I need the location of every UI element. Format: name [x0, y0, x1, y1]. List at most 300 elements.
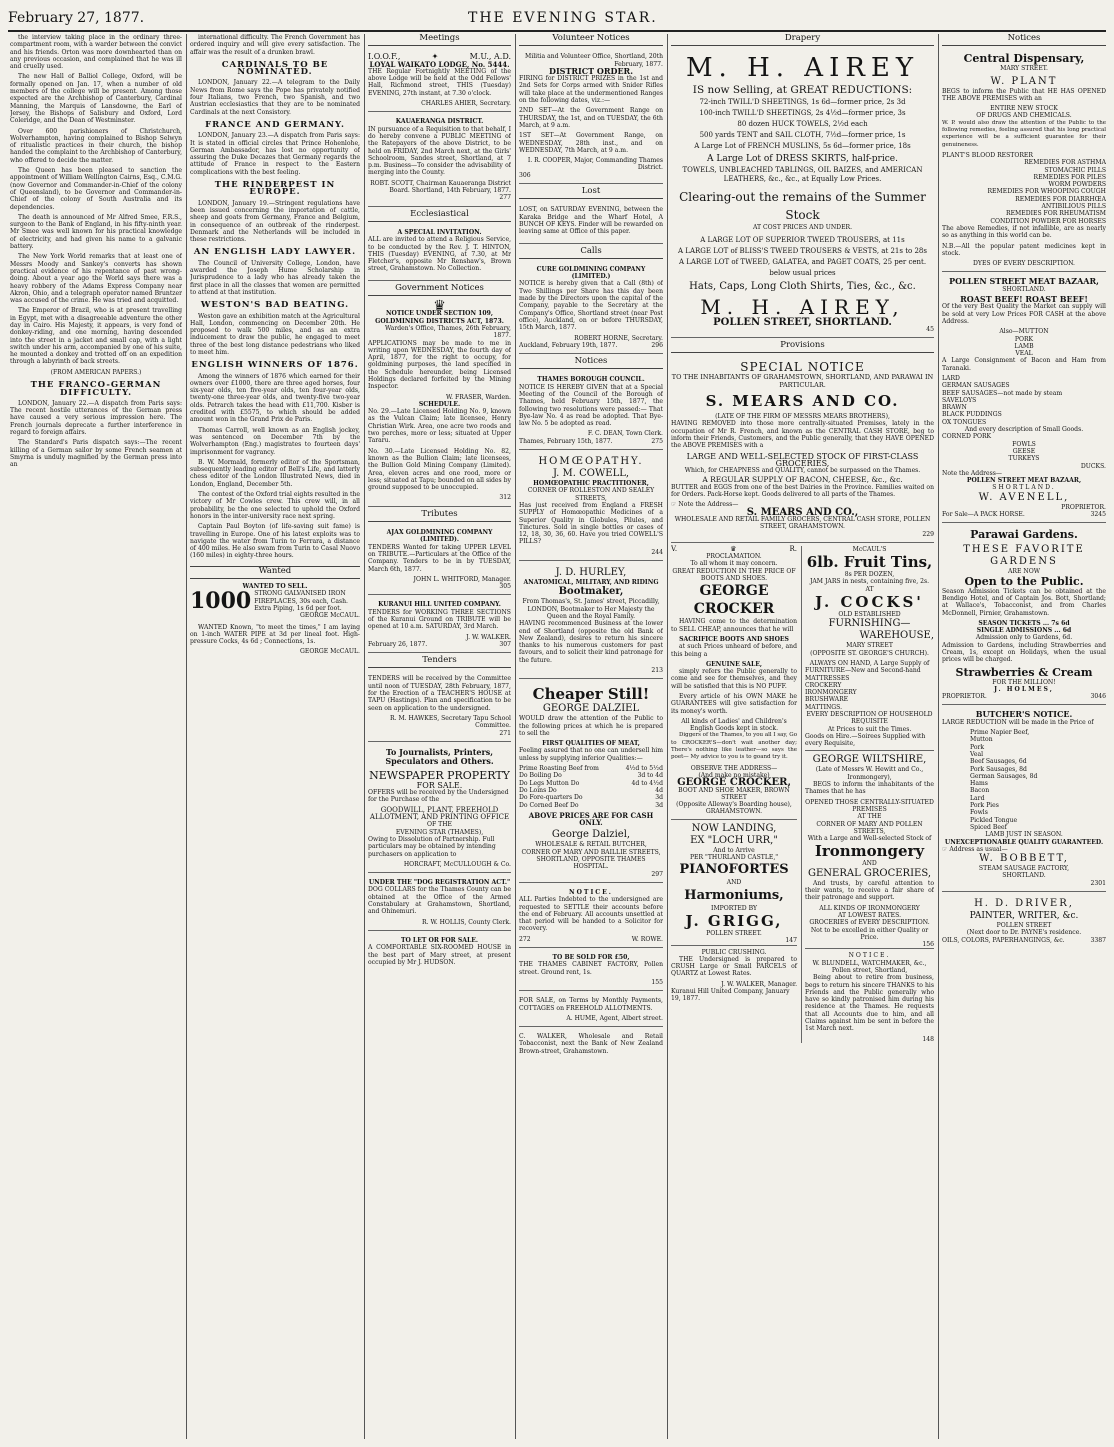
ad-number: 156: [922, 941, 934, 949]
let-title: TO LET OR FOR SALE.: [400, 936, 479, 944]
lodge-title: LOYAL WAIKATO LODGE, No. 5444.: [369, 59, 510, 69]
rowe-signature: W. ROWE.: [631, 935, 663, 943]
council-date: Thames, February 15th, 1877.: [519, 437, 613, 445]
ad-tenders: [368, 672, 511, 741]
invite-body: ALL are invited to attend a Religious Service, to be conducted by the Rev. J. T. HINTON, THIS (Tuesday) EVENING, at 7.30, at Mr Fletcher's, opposite Mr Renshaw's, Brown street, Grahamstown. No Collection.: [368, 236, 511, 273]
cure-signature: ROBERT HORNE, Secretary.: [574, 334, 663, 342]
council-body: NOTICE IS HEREBY GIVEN that at a Special Meeting of the Council of the Borough of Thames, held February 15th, 1877, the following two resolutions were passed:— That Bye-law No. 4 as read be adopted. That Bye-law No. 5 be adopted as read.: [519, 383, 663, 428]
meat-item: LARD: [942, 374, 960, 382]
address-note: ☞ Address as usual—: [942, 845, 1008, 853]
crocker-sacrifice: SACRIFICE BOOTS AND SHOES: [679, 635, 789, 643]
pointing-hand-icon: ☞: [942, 845, 948, 853]
ad-airey: [671, 50, 934, 338]
np-paper: EVENING STAR (THAMES),: [395, 828, 484, 836]
price-row: Do Corned Beef Do 3d: [519, 801, 663, 809]
ad-number: 3245: [1090, 511, 1106, 519]
column-notices-4: [519, 34, 663, 1439]
proclamation: PROCLAMATION.: [706, 553, 762, 561]
emblem-icon: ✦: [431, 52, 439, 62]
meat-item: SAVELOYS: [942, 396, 977, 404]
dalziel-body: WOULD draw the attention of the Public to the following prices at which he is prepared to sell the: [519, 715, 663, 737]
holmes-name: J. HOLMES,: [994, 685, 1054, 693]
np-title: NEWSPAPER PROPERTY: [369, 768, 510, 782]
article-para: The Emperor of Brazil, who is at present travelling in Egypt, met with a disagreeable adventure the other day in Cairo. His Majesty, it appears, is very fond of donkey-riding, and one morning, having descended into the street in a jacket and small cap, with a light switch under his arm, accompanied by one of his suite, he mounted a donkey and trotted off on an expedition through a labyrinth of back streets.: [10, 307, 182, 366]
ad-number: 306: [519, 171, 531, 179]
lodge-signature: CHARLES AHIER, Secretary.: [421, 100, 511, 108]
ironmongery: Ironmongery: [814, 842, 925, 861]
stock-item: MATTRESSES: [805, 674, 850, 682]
iof-label: I.O.O.F.,: [368, 52, 401, 62]
ajax-title: AJAX GOLDMINING COMPANY (LIMITED).: [386, 529, 493, 544]
article-para: Captain Paul Boyton (of life-saving suit fame) is travelling in Europe. One of his latest exploits was to navigate the water from Turin to Ferrara, a distance of 400 miles. He also swam from Turin to Casal Nuovo (160 miles) in eighty-three hours.: [190, 523, 360, 560]
mears-late: (LATE OF THE FIRM OF MESSRS MEARS BROTHERS),: [715, 413, 890, 421]
mears-butter: BUTTER and EGGS from one of the best Dairies in the Province. Families waited on for Orders. Pack-Horse kept. Goods delivered to all parts of the Thames.: [671, 483, 934, 499]
mears-special: SPECIAL NOTICE: [740, 360, 865, 375]
airey-clearing-sub: AT COST PRICES AND UNDER.: [752, 224, 853, 232]
wanted-title: WANTED TO SELL.: [242, 583, 308, 590]
dog-body: DOG COLLARS for the Thames County can be obtained at the Office of the Armed Constabulary at Grahamstown, Shortland, and Ohinemuri.: [368, 886, 511, 916]
forsale-signature: A. HUME, Agent, Albert street.: [566, 1014, 663, 1022]
airey-lot: A LARGE LOT of TWEED, GALATEA, and PAGET COATS, 25 per cent. below usual prices: [678, 257, 927, 277]
meat-item: Also—MUTTON: [999, 328, 1049, 336]
ad-lost: [519, 203, 663, 243]
article-heading: THE RINDERPEST IN EUROPE.: [214, 180, 336, 198]
np-body: OFFERS will be received by the Undersigned for the Purchase of the: [368, 789, 509, 804]
article-para: The Council of University College, London, have awarded the Joseph Hume Scholarship in Jurisprudence to a lady who has already taken the first place in all the classes that women are permitted to attend at that institution.: [190, 259, 360, 296]
section-tenders: Tenders: [368, 656, 511, 668]
wanted-number: 1000: [190, 588, 252, 615]
ad-newspaper-sale: [368, 745, 511, 873]
section-notices: Notices: [519, 357, 663, 369]
bobbett-name: W. BOBBETT,: [979, 853, 1069, 865]
price-row: Do Boiling Do 3d to 4d: [519, 772, 663, 780]
rowe-title: NOTICE.: [569, 888, 613, 896]
cure-date: Auckland, February 19th, 1877.: [519, 341, 618, 349]
article-heading: AN ENGLISH LADY LAWYER.: [193, 247, 357, 258]
article-para: LONDON, January 19.—Stringent regulations have been issued concerning the importation of cattle, sheep and goats from Germany, France and Belgium, in consequence of an outbreak of the rinderpest. Denmark and the Netherlands will be included in these restrictions.: [190, 199, 360, 244]
hurley-from: From Thomas's, St. James' street, Piccadilly, LONDON, Bootmaker to Her Majesty the Queen and the Royal Family.: [522, 598, 660, 620]
plant-name: W. PLANT: [990, 75, 1058, 87]
column-notices-3: [368, 34, 511, 1439]
article-para: The Queen has been pleased to sanction the appointment of William Wellington Cairns, Esq., C.M.G. (now Governor and Commander-in-Chief of the colony of Queensland), to be Governor and Commander-in-Chief of the colony of South Australia and its dependencies.: [10, 167, 182, 211]
column-news-2: [190, 34, 360, 1439]
airey-item: 500 yards TENT and SAIL CLOTH, 7½d—former price, 1s: [699, 131, 906, 140]
mu-label: M.U., A.D.: [469, 52, 511, 62]
price-row: Do Legs Mutton Do 4d to 4½d: [519, 779, 663, 787]
section-lost: Lost: [519, 187, 663, 199]
district-body: IN pursuance of a Requisition to that behalf, I do hereby convene a PUBLIC MEETING of the Ratepayers of the above District, to be held on FRIDAY, 2nd March next, at the Girls' Schoolroom, Sandes street, Shortland, at 7 p.m. Business—To consider the advisability of merging into the County.: [368, 125, 511, 177]
crocker-observe: OBSERVE THE ADDRESS—: [690, 764, 778, 772]
remedy-item: REMEDIES FOR PILES: [1033, 173, 1106, 181]
dalziel-name: GEORGE DALZIEL: [542, 703, 640, 715]
column-rule: [364, 34, 365, 1439]
cowell-body: Has just received from England a FRESH SUPPLY of Homœopathic Medicines of a Superior Quality in Globules, Pilules, and Tinctures. Sold in single bottles or cases of 12, 18, 30, 36, 60. Have you tried COWELL'S PILLS?: [519, 501, 663, 546]
ad-number: 307: [499, 640, 511, 648]
vol-body: FIRING for DISTRICT PRIZES in the 1st and 2nd Sets for Corps armed with Snider Rifles will take place at the undermentioned Ranges on the following dates, viz.:—: [519, 75, 663, 105]
section-volunteer: Volunteer Notices: [519, 34, 663, 46]
subcol-crocker: V. ♛ R. PROCLAMATION. To all whom it may concern. GREAT REDUCTION IN THE PRICE OF BOOTS AND SHOES. GEORGE CROCKER HAVING come to the determination to SELL CHEAP, announces that he will SACRIFICE BOOTS AND SHOES at such Prices unheard of before, and this being a GENUINE SALE, simply refers the Public generally to come and see for themselves, and they will be satisfied that this is NO PUFF. Every article of his OWN MAKE he GUARANTEES will give satisfaction for its money's worth. All kinds of Ladies' and Children's English Goods kept in stock. Diggers of the Thames, to you all I say, Go to CROCKER'S—don't wait another day; There's nothing like leather—so says the poet— My advice to you is to goand try it. OBSERVE THE ADDRESS— (And make no mistake) GEORGE CROCKER, BOOT AND SHOE MAKER, BROWN STREET (Opposite Alleway's Boarding house), GRAHAMSTOWN. NOW LANDING, EX "LOCH URR," And to Arrive PER "THURLAND CASTLE," PIANOFORTES AND Harmoniums, IMPORTED BY J. GRIGG, POLLEN STREET. 147 PUBLIC CRUSHING. THE Undersigned is prepared to CRUSH Large or Small PARCELS of QUARTZ at Lowest Rates. J. W. WALKER, Manager. Kuranui Hill United Company, January 19, 1877.: [671, 544, 798, 1003]
vol-set: 1ST SET—At Government Range, on WEDNESDAY, 28th inst., and on WEDNESDAY, 7th March, at 9 a.m.: [519, 132, 663, 154]
dalziel2-address: CORNER OF MARY AND BAILLIE STREETS, SHORTLAND, OPPOSITE THAMES HOSPITAL.: [521, 848, 661, 871]
dalziel-quality: FIRST QUALITIES OF MEAT,: [542, 740, 640, 748]
ad-district: [368, 115, 511, 206]
np-signature: HORCRAFT, McCULLOUGH & Co.: [403, 860, 511, 868]
ad-ajax: [368, 526, 511, 595]
np-body2: Owing to Dissolution of Partnership. Full particulars may be obtained by intending purchasers on application to: [368, 835, 496, 858]
ad-number: 3387: [1090, 936, 1106, 944]
crocker-body2: at such Prices unheard of before, and this being a: [671, 643, 798, 658]
column-rule: [515, 34, 516, 1439]
cowell-title: HOMŒOPATHIC PRACTITIONER,: [533, 480, 649, 488]
ad-butcher: BUTCHER'S NOTICE. LARGE REDUCTION will be made in the Price of Prime Napier Beef, Mutton Pork Veal Beef Sausages, 6d Pork Sausages, 8d German Sausages, 8d Hams Bacon Lard Pork Pies Fowls Pickled Tongue Spiced Beef LAMB JUST IN SEASON. UNEXCEPTIONABLE QUALITY GUARANTEED. ☞ Address as usual— W. BOBBETT, STEAM SAUSAGE FACTORY, SHORTLAND. 2301: [942, 708, 1106, 892]
section-wanted: Wanted: [190, 566, 360, 579]
ad-hurley: [519, 564, 663, 679]
remedy-item: REMEDIES FOR RHEUMATISM: [1005, 210, 1106, 218]
ad-council: [519, 373, 663, 450]
kuranui-title: KURANUI HILL UNITED COMPANY.: [378, 601, 501, 609]
concern: To all whom it may concern.: [690, 560, 778, 568]
masthead: [8, 8, 1106, 32]
article-para: Thomas Carroll, well known as an English jockey, was sentenced on December 7th by the Wolverhampton (Eng.) magistrates to fourteen days' imprisonment for vagrancy.: [190, 426, 360, 456]
ad-invitation: [368, 226, 511, 281]
remedy-item: PLANT'S BLOOD RESTORER: [942, 151, 1033, 159]
section-tributes: Tributes: [368, 510, 511, 522]
remedy-item: REMEDIES FOR DIARRHŒA: [1015, 195, 1106, 203]
np-forsale: FOR SALE.: [416, 780, 463, 790]
ad-dalziel: [519, 682, 663, 883]
column-drapery: [671, 34, 934, 1439]
dog-title: UNDER THE "DOG REGISTRATION ACT.": [368, 879, 511, 887]
crocker-address: (Opposite Alleway's Boarding house), GRAHAMSTOWN.: [676, 801, 792, 816]
district-title: KAUAERANGA DISTRICT.: [395, 118, 484, 126]
subcol-cocks: McCAUL'S 6lb. Fruit Tins, 8s PER DOZEN, JAM JARS in nests, containing five, 2s. AT J. COCKS' OLD ESTABLISHED FURNISHING— WAREHOUSE, MARY STREET (OPPOSITE ST. GEORGE'S CHURCH). ALWAYS ON HAND, A Large Supply of FURNITURE—New and Second-hand MATTRESSES CROCKERY IRONMONGERY BRUSHWARE MATTINGS. EVERY DESCRIPTION OF HOUSEHOLD REQUISITE At Prices to suit the Times. Goods on Hire.—Soirees Supplied with every Requisite, GEORGE WILTSHIRE, (Late of Messrs W. Hewitt and Co., Ironmongery), BEGS to inform the inhabitants of the Thames that he has OPENED THOSE CENTRALLY-SITUATED PREMISES AT THE CORNER OF MARY AND POLLEN STREETS, With a Large and Well-selected Stock of Ironmongery AND GENERAL GROCERIES, And trusts, by careful attention to their wants, to receive a fair share of their patronage and support. ALL KINDS OF IRONMONGERY AT LOWEST RATES. GROCERIES of EVERY DESCRIPTION. Not to be excelled in either Quality or Price. 156 NOTICE. W. BLUNDELL, WATCHMAKER, &c., Pollen street, Shortland, Being about to retire from business, begs to return his sincere THANKS to his Friends and the Public generally who have so kindly patronised him during his residence at the Thames. He requests that all Accounts due to him, and all Claims against him be sent in before the 1st March next. 148: [801, 546, 934, 1043]
mears-body: HAVING REMOVED into those more centrally-situated Premises, lately in the occupation of Mr R. French, and known as the CENTRAL CASH STORE, beg to inform their Friends, Customers, and the Public generally, that they HAVE OPENED the ABOVE PREMISES with a: [671, 420, 934, 450]
tenders-body: TENDERS will be received by the Committee until noon of TUESDAY, 28th February, 1877, for the Erection of a TEACHER'S HOUSE at TAPU (Hastings). Plan and specification to be seen on application to the undersigned.: [368, 675, 511, 712]
ad-kuranui: [368, 598, 511, 653]
ad-homeopathy: [519, 453, 663, 561]
airey-lot: A LARGE LOT OF SUPERIOR TWEED TROUSERS, at 11s: [700, 235, 905, 244]
ad-crushing: PUBLIC CRUSHING. THE Undersigned is prepared to CRUSH Large or Small PARCELS of QUARTZ at Lowest Rates. J. W. WALKER, Manager. Kuranui Hill United Company, January 19, 1877.: [671, 945, 797, 1003]
article-para: Over 600 parishioners of Christchurch, Wolverhampton, having complained to Bishop Selwyn of ritualistic practices in their church, the bishop handed the complaint to the Archbishop of Canterbury, who offered to decide the matter.: [10, 127, 182, 164]
ad-let: [368, 934, 511, 973]
section-ecclesiastical: Ecclesiastical: [368, 210, 511, 222]
cowell-name: J. M. COWELL,: [552, 468, 630, 480]
ad-number: 275: [651, 437, 663, 445]
mears-note: ☞ Note the Address—: [671, 501, 739, 509]
mears-stock: LARGE AND WELL-SELECTED STOCK OF FIRST-CLASS GROCERIES,: [686, 451, 919, 468]
column-rule: [667, 34, 668, 1439]
ad-number: 155: [651, 978, 663, 986]
article-para: LONDON, January 23.—A dispatch from Paris says: It is stated in official circles that Prince Hohenlohe, German Ambassador, has lost no opportunity of assuring the Duke Decazes that Germany regards the attitude of France in respect to the Eastern complications with the best feeling.: [190, 132, 360, 176]
vol-order: DISTRICT ORDER.: [549, 65, 633, 76]
hurley-title: ANATOMICAL, MILITARY, AND RIDING: [523, 579, 659, 587]
cheaper-title: Cheaper Still!: [532, 685, 650, 704]
ad-number: 272: [519, 935, 531, 943]
kuranui-signature: J. W. WALKER.: [466, 633, 511, 641]
meat-item: VEAL: [1015, 350, 1033, 358]
remedy-item: STOMACHIC PILLS: [1044, 166, 1106, 174]
crocker-body3: simply refers the Public generally to come and see for themselves, and they will be satisfied that this is NO PUFF.: [671, 668, 798, 690]
ad-number: 305: [499, 583, 511, 591]
column-rule: [938, 34, 939, 1439]
column-news-1: [10, 34, 182, 1439]
article-para: The death is announced of Mr Alfred Smee, F.R.S., surgeon to the Bank of England, in his fifty-ninth year. Mr Smee was well known for his practical knowledge of electricity, and had given his name to a galvanic battery.: [10, 213, 182, 251]
pointing-hand-icon: ☞: [671, 501, 677, 509]
vol-subtitle: Militia and Volunteer Office, Shortland, 20th February, 1877.: [525, 53, 663, 68]
stock-item: CROCKERY: [805, 681, 842, 689]
council-title: THAMES BOROUGH COUNCIL.: [537, 376, 645, 384]
ad-number: 213: [651, 667, 663, 674]
district-signature: ROBT. SCOTT, Chairman Kauaeranga District Board. Shortland, 14th February, 1877.: [370, 179, 511, 195]
ad-parawai: Parawai Gardens. THESE FAVORITE GARDENS ARE NOW Open to the Public. Season Admission Tickets can be obtained at the Bendigo Hotel, and of Captain Jos. Bott, Shortland; at Wallace's, Tobacconist, and from Charles McDonnell, Pirnier, Grahamstown. SEASON TICKETS ... 7s 6d SINGLE ADMISSIONS ... 6d Admission only to Gardens, 6d. Admission to Gardens, including Strawberries and Cream, 1s, except on Holidays, when the usual prices will be charged. Strawberries & Cream FOR THE MILLION! J. HOLMES, PROPRIETOR. 3046: [942, 526, 1106, 705]
fruit-tins: 6lb. Fruit Tins,: [806, 553, 933, 572]
cure-body: NOTICE is hereby given that a Call (8th) of Two Shillings per Share has this day been made by the Directors upon the capital of the Company, payable to the Secretary at the Company's Office, Shortland street (near Post office), Auckland, on or before THURSDAY, 15th March, 1877.: [519, 280, 663, 332]
airey-skirts: A Large Lot of DRESS SKIRTS, half-price.: [707, 154, 898, 165]
np-of: OF THE: [427, 821, 452, 829]
dalziel2-title: WHOLESALE & RETAIL BUTCHER,: [535, 841, 647, 849]
cash-only: ABOVE PRICES ARE FOR CASH ONLY.: [528, 810, 654, 828]
crocker-genuine: GENUINE SALE,: [705, 660, 763, 668]
article-para: B. W. Mormald, formerly editor of the Sportsman, subsequently leading editor of Bell's Life, and latterly chess editor of the London Illustrated News, died in London, England, December 5th.: [190, 458, 360, 488]
dalziel2-name: George Dalziel,: [551, 829, 631, 841]
walker-body: C. WALKER, Wholesale and Retail Tobacconist, next the Bank of New Zealand Brown-street, Grahamstown.: [519, 1033, 663, 1055]
meat-item: OX TONGUES: [942, 418, 987, 426]
price-row: Prime Roasting Beef from 4½d to 5½d: [519, 765, 663, 773]
section-drapery: Drapery: [671, 34, 934, 46]
ad-dog: [368, 876, 511, 931]
section-provisions: Provisions: [671, 341, 934, 353]
masthead-date: February 27, 1877.: [8, 10, 145, 26]
ad-number: 296: [651, 341, 663, 349]
meat-item: BEEF SAUSAGES—not made by steam: [942, 389, 1063, 397]
remedy-item: ANTIBILIOUS PILLS: [1041, 203, 1106, 211]
airey-item: 80 dozen HUCK TOWELS, 2½d each: [737, 120, 868, 129]
meat-item: GERMAN SAUSAGES: [942, 382, 1010, 390]
crocker-nomistake: (And make no mistake): [698, 771, 770, 779]
article-para: The contest of the Oxford trial eights resulted in the victory of Mr Cowles crew. This crew will, in all probability, be the one selected to uphold the Oxford honors in the inter-university race next spring.: [190, 491, 360, 520]
wanted-ad: WANTED Known, "to meet the times," I am laying on 1-inch WATER PIPE at 3d per lineal foot. High-pressure Cocks, 4s 6d ; Connections, 1s.: [190, 623, 360, 646]
airey-lot: A LARGE LOT of BLISS'S TWEED TROUSERS & VESTS, at 21s to 28s: [678, 246, 927, 255]
airey-item: 72-inch TWILL'D SHEETINGS, 1s 6d—former price, 2s 3d: [699, 98, 906, 107]
article-para: the interview taking place in the ordinary three-compartment room, with a warder between the convict and his friends. Orton was more downhearted than on any previous occasion, and complained that he was ill and cruelly used.: [10, 34, 182, 71]
section-calls: Calls: [519, 247, 663, 259]
airey-selling: IS now Selling, at GREAT REDUCTIONS:: [692, 84, 913, 97]
cure-title: CURE GOLDMINING COMPANY (LIMITED.): [536, 265, 646, 281]
ad-government-notice: [368, 300, 511, 507]
wanted-body: STRONG GALVANISED IRON FIREPLACES, 30s each, Cash. Extra Piping, 1s 6d per foot.: [254, 590, 348, 612]
ad-volunteer: [519, 50, 663, 184]
butcher-title: BUTCHER'S NOTICE.: [975, 709, 1073, 720]
mears-name2: S. MEARS AND CO.,: [746, 506, 859, 518]
homeo-title: HOMŒOPATHY.: [538, 456, 644, 468]
ad-number: 3046: [1090, 693, 1106, 701]
crocker-kinds: All kinds of Ladies' and Children's English Goods kept in stock.: [681, 717, 787, 733]
ad-grigg: NOW LANDING, EX "LOCH URR," And to Arrive PER "THURLAND CASTLE," PIANOFORTES AND Harmoniums, IMPORTED BY J. GRIGG, POLLEN STREET. 147: [671, 819, 797, 945]
gov-signature: W. FRASER, Warden.: [445, 393, 511, 401]
avenell-name: W. AVENELL,: [978, 491, 1070, 503]
ad-driver: H. D. DRIVER, PAINTER, WRITER, &c. POLLEN STREET (Next door to Dr. PAYNE's residence. OILS, COLORS, PAPERHANGINGS, &c. 3387: [942, 898, 1106, 944]
airey-name2: M. H. AIREY,: [700, 294, 905, 319]
stock-item: IRONMONGERY: [805, 689, 857, 697]
parawai-open: Open to the Public.: [964, 574, 1084, 588]
crest-icon: ♛: [730, 544, 737, 553]
masthead-title: THE EVENING STAR.: [468, 10, 658, 26]
mears-name: S. MEARS AND CO.: [705, 392, 900, 411]
bazaar-title: POLLEN STREET MEAT BAZAAR,: [949, 276, 1099, 287]
section-notices: Notices: [942, 34, 1106, 46]
dog-signature: R. W. HOLLIS, County Clerk.: [422, 918, 511, 926]
grigg-pianos: PIANOFORTES: [679, 862, 789, 878]
gov-title: NOTICE UNDER SECTION 109, GOLDMINING DISTRICTS ACT, 1873.: [375, 310, 504, 325]
ad-number: 277: [499, 194, 511, 202]
remedy-item: REMEDIES FOR ASTHMA: [1024, 159, 1106, 167]
airey-hats: Hats, Caps, Long Cloth Shirts, Ties, &c., &c.: [689, 280, 916, 292]
airey-item: A Large Lot of FRENCH MUSLINS, 5s 6d—former price, 18s: [694, 142, 911, 151]
section-label: (FROM AMERICAN PAPERS.): [50, 368, 142, 376]
strawberries-title: Strawberries & Cream: [955, 665, 1093, 679]
wanted-signature: GEORGE McCAUL.: [300, 648, 360, 656]
council-signature: F. C. DEAN, Town Clerk.: [587, 430, 663, 438]
remedy-item: CONDITION POWDER FOR HORSES: [990, 217, 1106, 225]
mears-special-sub: TO THE INHABITANTS OF GRAHAMSTOWN, SHORTLAND, AND PARAWAI IN PARTICULAR.: [671, 373, 934, 389]
article-heading: CARDINALS TO BE NOMINATED.: [221, 59, 329, 78]
butcher-items: Prime Napier Beef, Mutton Pork Veal Beef Sausages, 6d Pork Sausages, 8d German Sausages, 8d Hams Bacon Lard Pork Pies Fowls Pickled Tongue Spiced Beef: [970, 729, 1038, 831]
dispensary-title: Central Dispensary,: [963, 52, 1085, 66]
meat-item: PORK: [1014, 335, 1034, 343]
mears-which: Which, for CHEAPNESS and QUALITY, cannot be surpassed on the Thames.: [684, 467, 921, 475]
stock-item: BRUSHWARE: [805, 696, 849, 704]
ad-number: 147: [785, 937, 798, 945]
parawai-title: Parawai Gardens.: [970, 528, 1078, 542]
airey-name: M. H. AIREY: [685, 53, 920, 84]
schedule-title: SCHEDULE.: [418, 400, 461, 408]
hurley-body: HAVING recommenced Business at the lower end of Shortland (opposite the old Bank of New Zealand), desires to return his sincere thanks to his numerous customers for past favours, and to solicit their kind patronage for the future.: [519, 620, 663, 664]
driver-name: H. D. DRIVER,: [974, 898, 1074, 910]
article-heading: THE FRANCO-GERMAN DIFFICULTY.: [30, 380, 162, 398]
schedule-item: No. 30.—Late Licensed Holding No. 82, known as the Bullion Claim; late licensees, the Bullion Gold Mining Company (Limited). Area, eleven acres and one rood, more or less; situated at Tapu; bounded on all sides by ground supposed to be unoccupied.: [368, 447, 511, 492]
hurley-name: J. D. HURLEY,: [555, 567, 627, 579]
ad-rowe: [519, 886, 663, 948]
ad-number: 229: [922, 530, 934, 538]
cocks-name: J. COCKS': [815, 593, 924, 612]
ajax-body: TENDERS Wanted for taking UPPER LEVEL on TRIBUTE.—Particulars at the Office of the Company. Tenders to be in by TUESDAY, March 6th, 1877.: [368, 543, 511, 573]
section-government: Government Notices: [368, 284, 511, 296]
lodge-body: THE Regular Fortnightly MEETING of the above Lodge will be held at the Odd Fellows' Hall, Richmond street, THIS (Tuesday) EVENING, 27th instant, at 7.30 o'clock.: [368, 67, 511, 97]
kuranui-date: February 26, 1877.: [368, 640, 428, 648]
mears-regular: A REGULAR SUPPLY OF BACON, CHEESE, &c., &c.: [702, 475, 903, 485]
article-para: LONDON, January 22.—A telegram to the Daily News from Rome says the Pope has privately notified four Italians, two French, two Spanish, and two Austrian ecclesiastics that they are to be nominated Cardinals at the next Consistory.: [190, 79, 360, 116]
article-para: The New York World remarks that at least one of Messrs Moody and Sankey's converts has shown practical evidence of his repentance of past wrong-doing. About a year ago the World says there was a heavy robbery of the Adams Express Company near Akron, Ohio, and a telegraph operator named Bruntzer was accused of the crime. He was tried and acquitted.: [10, 253, 182, 305]
meat-item: BRAWN: [942, 404, 967, 412]
airey-address: POLLEN STREET, SHORTLAND.: [713, 316, 892, 328]
price-row: Do Loins Do 4d: [519, 786, 663, 794]
ad-number: 2301: [1090, 879, 1106, 887]
gov-body: APPLICATIONS may be made to me in writing upon WEDNESDAY, the fourth day of April, 1877, for the right to occupy, for goldmining purposes, the land specified in the Schedule hereunder, being Licensed Holdings declared forfeited by the Mining Inspector.: [368, 339, 511, 391]
ad-number: 297: [651, 870, 663, 878]
ad-lodge: [368, 50, 511, 112]
crocker-trade: BOOT AND SHOE MAKER, BROWN STREET: [678, 786, 790, 801]
kuranui-body: TENDERS for WORKING THREE SECTIONS of the Kuranui Ground on TRIBUTE will be opened at 10 a.m. SATURDAY, 3rd March.: [368, 608, 511, 631]
ad-walker: [519, 1030, 663, 1062]
article-heading: WESTON'S BAD BEATING.: [200, 300, 350, 311]
article-heading: ENGLISH WINNERS OF 1876.: [191, 360, 359, 371]
crocker-name: GEORGE CROCKER: [693, 583, 775, 618]
ad-number: 271: [499, 729, 511, 737]
reduction: GREAT REDUCTION IN THE PRICE OF BOOTS AND SHOES.: [672, 567, 796, 583]
sold-body: THE THAMES CABINET FACTORY, Pollen street. Ground rent, 1s.: [519, 961, 663, 976]
remedy-item: REMEDIES FOR WHOOPING COUGH: [987, 188, 1106, 196]
crocker-body4: Every article of his OWN MAKE he GUARANTEES will give satisfaction for its money's worth.: [671, 692, 798, 715]
ad-dispensary: Central Dispensary, MARY STREET. W. PLANT BEGS to inform the Public that HE HAS OPENED THE ABOVE PREMISES with an ENTIRE NEW STOCK OF DRUGS AND CHEMICALS. W. P. would also draw the attention of the Public to the following remedies, feeling assured that his long practical experience will be a sufficient guarantee for their genuineness. PLANT'S BLOOD RESTORER REMEDIES FOR ASTHMA STOMACHIC PILLS REMEDIES FOR PILES WORM POWDERS REMEDIES FOR WHOOPING COUGH REMEDIES FOR DIARRHŒA ANTIBILIOUS PILLS REMEDIES FOR RHEUMATISM CONDITION POWDER FOR HORSES The above Remedies, if not infallible, are as nearly so as anything in this world can be. N.B.—All the popular patent medicines kept in stock. DYES OF EVERY DESCRIPTION.: [942, 50, 1106, 272]
crocker-name2: GEORGE CROCKER,: [677, 777, 791, 789]
mears-address: WHOLESALE AND RETAIL FAMILY GROCERS, CENTRAL CASH STORE, POLLEN STREET, GRAHAMSTOWN.: [674, 515, 931, 531]
ad-mears: [671, 357, 934, 542]
ad-wiltshire: GEORGE WILTSHIRE, (Late of Messrs W. Hewitt and Co., Ironmongery), BEGS to inform the inhabitants of the Thames that he has OPENED THOSE CENTRALLY-SITUATED PREMISES AT THE CORNER OF MARY AND POLLEN STREETS, With a Large and Well-selected Stock of Ironmongery AND GENERAL GROCERIES, And trusts, by careful attention to their wants, to receive a fair share of their patronage and support. ALL KINDS OF IRONMONGERY AT LOWEST RATES. GROCERIES of EVERY DESCRIPTION. Not to be excelled in either Quality or Price. 156: [805, 750, 934, 948]
remedy-item: WORM POWDERS: [1048, 181, 1106, 189]
column-rule: [186, 34, 187, 1439]
let-body: A COMFORTABLE SIX-ROOMED HOUSE in the best part of Mary street, at present occupied by Mr J. HUDSON.: [368, 944, 511, 966]
ajax-signature: JOHN L. WHITFORD, Manager.: [413, 575, 511, 583]
article-heading: FRANCE AND GERMANY.: [205, 119, 345, 130]
meat-item: BLACK PUDDINGS: [942, 411, 1002, 419]
article-para: Weston gave an exhibition match at the Agricultural Hall, London, commencing on December 20th. He proposed to walk 500 miles, and as an extra inducement to draw the public, he engaged to meet three of the best long distance pedestrians who liked to meet him.: [190, 312, 360, 356]
ad-number: 45: [926, 325, 934, 333]
crocker-poem: Diggers of the Thames, to you all I say, Go to CROCKER'S—don't wait another day; There's nothing like leather—so says the poet— My advice to you is to goand try it.: [671, 732, 798, 761]
meat-item: LAMB: [1014, 342, 1034, 350]
dalziel-body2: Feeling assured that no one can undersell him unless by supplying inferior Qualities:—: [519, 747, 663, 762]
airey-clearing: Clearing-out the remains of the Summer Stock: [679, 190, 926, 223]
np-heading: To Journalists, Printers, Speculators and Others.: [385, 746, 494, 766]
airey-item: 100-inch TWILL'D SHEETINGS, 2s 4½d—former price, 3s: [699, 109, 906, 118]
ad-blundell: NOTICE. W. BLUNDELL, WATCHMAKER, &c., Pollen street, Shortland, Being about to retire from business, begs to return his sincere THANKS to his Friends and the Public generally who have so kindly patronised him during his residence at the Thames. He requests that all Accounts due to him, and all Claims against him be sent in before the 1st March next. 148: [805, 948, 934, 1043]
article-para: international difficulty. The French Government has ordered inquiry and will give every satisfaction. The affair was the result of a drunken brawl.: [190, 34, 360, 56]
vol-signature: I. R. COOPER, Major, Commanding Thames District.: [527, 157, 663, 172]
invite-title: A SPECIAL INVITATION.: [397, 228, 482, 236]
article-para: Among the winners of 1876 which earned for their owners over £1000, there are three aged horses, four six-year olds, ten five-year olds, ten four-year olds, twenty-one three-year olds, and twenty-five two-year olds. Petrarch takes the head with £11,700. Kisber is credited with £5575, to which should be added amount won in the Grand Prix de Paris.: [190, 372, 360, 424]
ad-cabinet: [519, 951, 663, 991]
lost-body: LOST, on SATURDAY EVENING, between the Karaka Bridge and the Wharf Hotel, A BUNCH OF KEYS. Finder will be rewarded on leaving same at Office of this paper.: [519, 206, 663, 236]
airey-towels: TOWELS, UNBLEACHED TABLINGS, OIL BAIZES, and AMERICAN LEATHERS, &c., &c., at Equally Low Prices.: [682, 166, 923, 184]
sold-title: TO BE SOLD FOR £50,: [552, 954, 630, 962]
schedule-item: No. 29.—Late Licensed Holding No. 9, known as the Vulcan Claim; late licensee, Henry Christian Wirk. Area, one acre two roods and two perches, more or less; situated at Upper Tararu.: [368, 408, 511, 445]
ad-meat-bazaar: POLLEN STREET MEAT BAZAAR, SHORTLAND. ROAST BEEF! ROAST BEEF! Of the very Best Quality the Market can supply will be sold at very Low Prices FOR CASH at the above Address. Also—MUTTON PORK LAMB VEAL A Large Consignment of Bacon and Ham from Taranaki. LARD GERMAN SAUSAGES BEEF SAUSAGES—not made by steam SAVELOYS BRAWN BLACK PUDDINGS OX TONGUES And every description of Small Goods. CORNED PORK FOWLS GEESE TURKEYS DUCKS. Note the Address— POLLEN STREET MEAT BAZAAR, SHORTLAND. W. AVENELL, PROPRIETOR. For Sale—A PACK HORSE. 3245: [942, 275, 1106, 523]
grigg-name: J. GRIGG,: [685, 911, 783, 930]
ad-cure: [519, 263, 663, 354]
article-para: LONDON, January 22.—A dispatch from Paris says: The recent hostile utterances of the German press have caused a very serious impression here. The French journals deprecate a further interference in regard to foreign affairs.: [10, 399, 182, 437]
wanted-signature: GEORGE McCAUL.: [300, 612, 360, 620]
column-notices-6: [942, 34, 1106, 1439]
ad-number: 312: [499, 494, 511, 502]
crest-icon: ♛: [433, 298, 446, 315]
wiltshire-name: GEORGE WILTSHIRE,: [812, 754, 927, 766]
ad-number: 244: [651, 548, 663, 556]
hurley-trade: Bootmaker,: [558, 586, 624, 598]
rowe-body: ALL Parties Indebted to the undersigned are requested to SETTLE their accounts before the end of February. All accounts unsettled at that period will be handed to a Solicitor for recovery.: [519, 896, 663, 933]
ad-number: 148: [922, 1035, 934, 1043]
tenders-signature: R. M. HAWKES, Secretary Tapu School Committee.: [389, 714, 511, 730]
section-meetings: Meetings: [368, 34, 511, 46]
price-row: Do Fore-quarters Do 3d: [519, 794, 663, 802]
ad-cottages: [519, 994, 663, 1027]
article-para: The Standard's Paris dispatch says:—The recent killing of a German sailor by some French seamen at Smyrna is unduly magnified by the German press into an: [10, 439, 182, 469]
stock-item: FURNITURE—New and Second-hand: [805, 667, 921, 675]
vol-set: 2ND SET—At the Government Range on THURSDAY, the 1st, and on TUESDAY, the 6th March, at 9 a.m.: [519, 107, 663, 129]
forsale-body: FOR SALE, on Terms by Monthly Payments, COTTAGES on FREEHOLD ALLOTMENTS.: [519, 997, 663, 1012]
crocker-body: HAVING come to the determination to SELL CHEAP, announces that he will: [671, 618, 798, 633]
gov-subtitle: Warden's Office, Thames, 26th February, 1877.: [384, 324, 511, 340]
cowell-address: CORNER OF ROLLESTON AND SEALEY STREETS,: [527, 487, 655, 502]
np-name: GOODWILL, PLANT, FREEHOLD ALLOTMENT, AND PRINTING OFFICE: [369, 805, 510, 822]
